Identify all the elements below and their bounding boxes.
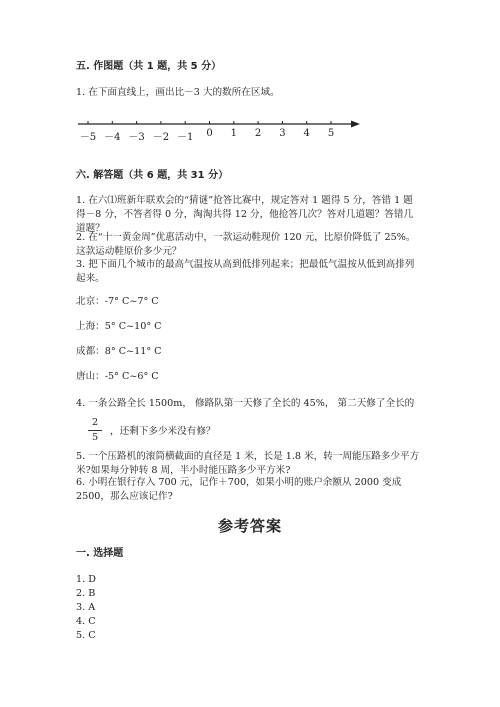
number-line-label: 5 — [327, 128, 335, 139]
city-chengdu: 成都：8° C~11° C — [76, 346, 162, 357]
answer-item: 4. C — [76, 616, 96, 627]
fraction-denominator: 5 — [91, 432, 99, 443]
number-line-label: 1 — [230, 128, 237, 139]
answer-item: 5. C — [76, 630, 96, 641]
question-6-4-tail: ，还剩下多少米没有修？ — [110, 426, 216, 437]
number-line-label: 2 — [254, 128, 262, 139]
fraction-bar — [88, 430, 102, 431]
number-line-label: －1 — [177, 132, 194, 143]
question-5-1: 1. 在下面直线上，画出比－3 大的数所在区域。 — [76, 87, 280, 98]
number-line-label: －5 — [79, 132, 97, 143]
question-6-4: 4. 一条公路全长 1500m， 修路队第一天修了全长的 45%， 第二天修了全长的 — [76, 398, 415, 409]
question-6-3: 3. 把下面几个城市的最高气温按从高到低排列起来；把最低气温按从低到高排列起来。 — [76, 259, 415, 284]
number-line-label: 0 — [206, 128, 213, 139]
city-tangshan: 唐山：-5° C~6° C — [76, 371, 159, 382]
answer-item: 3. A — [76, 602, 96, 613]
section-5-title: 五. 作图题（共 1 题，共 5 分） — [76, 61, 222, 72]
number-line-label: 4 — [303, 128, 310, 139]
number-line-label: －3 — [128, 132, 145, 143]
answer-title: 参考答案 — [217, 517, 282, 535]
city-shanghai: 上海：5° C~10° C — [76, 321, 162, 332]
number-line-label: －4 — [104, 132, 121, 143]
answer-section-1-title: 一. 选择题 — [76, 548, 124, 559]
city-beijing: 北京：-7° C~7° C — [76, 296, 159, 307]
number-line-label: －2 — [152, 132, 170, 143]
question-6-6: 6. 小明在银行存入 700 元，记作＋700，如果小明的账户余额从 2000 变成 2500，那么应该记作? — [76, 477, 402, 502]
number-line — [0, 0, 500, 150]
question-6-5: 5. 一个压路机的滚筒横截面的直径是 1 米，长是 1.8 米，转一周能压路多少平方米?如果每分钟转 8 周，半小时能压路多少平方米? — [76, 451, 420, 476]
section-6-title: 六. 解答题（共 6 题，共 31 分） — [76, 170, 229, 181]
fraction-two-fifths — [88, 417, 102, 444]
question-6-2: 2. 在“十一黄金周”优惠活动中，一款运动鞋现价 120 元，比原价降低了 25%。这款运动鞋原价多少元？ — [76, 232, 416, 257]
question-6-1: 1. 在六⑴班新年联欢会的“猜谜”抢答比赛中，规定答对 1 题得 5 分，答错 1 题得－8 分，不答者得 0 分，淘淘共得 12 分，他抢答几次？答对几道题？答错几道题？ — [76, 195, 414, 234]
answer-item: 1. D — [76, 574, 96, 585]
number-line-label: 3 — [279, 128, 286, 139]
fraction-numerator: 2 — [91, 417, 99, 428]
answer-item: 2. B — [76, 588, 96, 599]
